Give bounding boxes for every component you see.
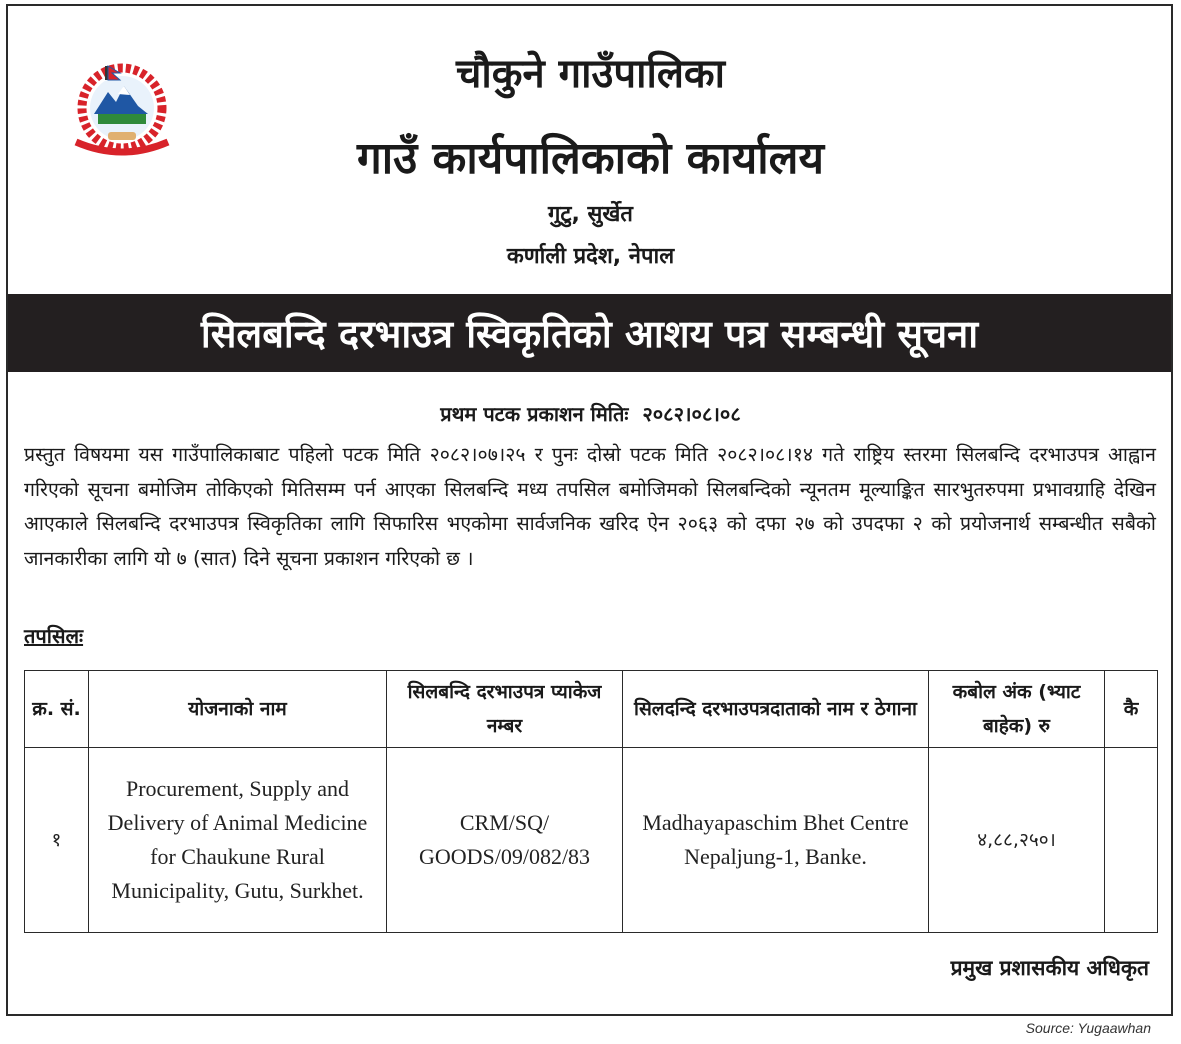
- office-name: गाउँ कार्यपालिकाको कार्यालय: [356, 133, 825, 184]
- table-row: [25, 748, 1158, 933]
- signatory: प्रमुख प्रशासकीय अधिकृत: [950, 956, 1149, 980]
- schedule-heading: तपसिलः: [24, 624, 84, 648]
- cell-bidder: Madhayapaschim Bhet Centre Nepaljung-1, Banke.: [623, 748, 929, 933]
- notice-body: प्रस्तुत विषयमा यस गाउँपालिकाबाट पहिलो पटक मिति २०८२।०७।२५ र पुनः दोस्रो पटक मिति २०८२।०८।१४ गते राष्ट्रिय स्तरमा सिलबन्दि दरभाउपत्र आह्वान गरिएको सूचना बमोजिम तोकिएको मितिसम्म पर्न आएका सिलबन्दि मध्य तपसिल बमोजिमको सिलबन्दिको न्यूनतम मूल्याङ्कित सारभुतरुपमा प्रभावग्राहि देखिन आएकाले सिलबन्दि दरभाउपत्र स्विकृतिका लागि सिफारिस भएकोमा सार्वजनिक खरिद ऐन २०६३ को दफा २७ को उपदफा २ को प्रयोजनार्थ सम्बन्धीत सबैको जानकारीका लागि यो ७ (सात) दिने सूचना प्रकाशन गरिएको छ ।: [24, 443, 1156, 570]
- bid-table: [24, 670, 1158, 933]
- cell-amount: ४,८८,२५०।: [929, 748, 1105, 933]
- cell-remarks: [1105, 748, 1158, 933]
- header-amount: कबोल अंक (भ्याट बाहेक) रु: [929, 671, 1105, 748]
- header-project: योजनाको नाम: [89, 671, 387, 748]
- table-header-row: [25, 671, 1158, 748]
- municipality-name: चौकुने गाउँपालिका: [455, 51, 726, 97]
- notice-title: सिलबन्दि दरभाउत्र स्विकृतिको आशय पत्र सम्बन्धी सूचना: [200, 312, 979, 356]
- publication-date-label: प्रथम पटक प्रकाशन मितिः: [440, 402, 629, 426]
- header-package: सिलबन्दि दरभाउपत्र प्याकेज नम्बर: [387, 671, 623, 748]
- publication-date-value: २०८२।०८।०८: [642, 402, 741, 426]
- notice-banner: [8, 294, 1171, 372]
- header-remarks: कै: [1105, 671, 1158, 748]
- cell-project: Procurement, Supply and Delivery of Animal Medicine for Chaukune Rural Municipality, Gutu, Surkhet.: [89, 748, 387, 933]
- cell-package: CRM/SQ/ GOODS/09/082/83: [387, 748, 623, 933]
- header-bidder: सिलदन्दि दरभाउपत्रदाताको नाम र ठेगाना: [623, 671, 929, 748]
- header-sn: क्र. सं.: [25, 671, 89, 748]
- source-credit: Source: Yugaawhan: [1025, 1020, 1151, 1036]
- cell-sn: १: [25, 748, 89, 933]
- address-line-1: गुटु, सुर्खेत: [548, 202, 633, 227]
- publication-date: [0, 400, 1181, 427]
- address-line-2: कर्णाली प्रदेश, नेपाल: [506, 244, 675, 269]
